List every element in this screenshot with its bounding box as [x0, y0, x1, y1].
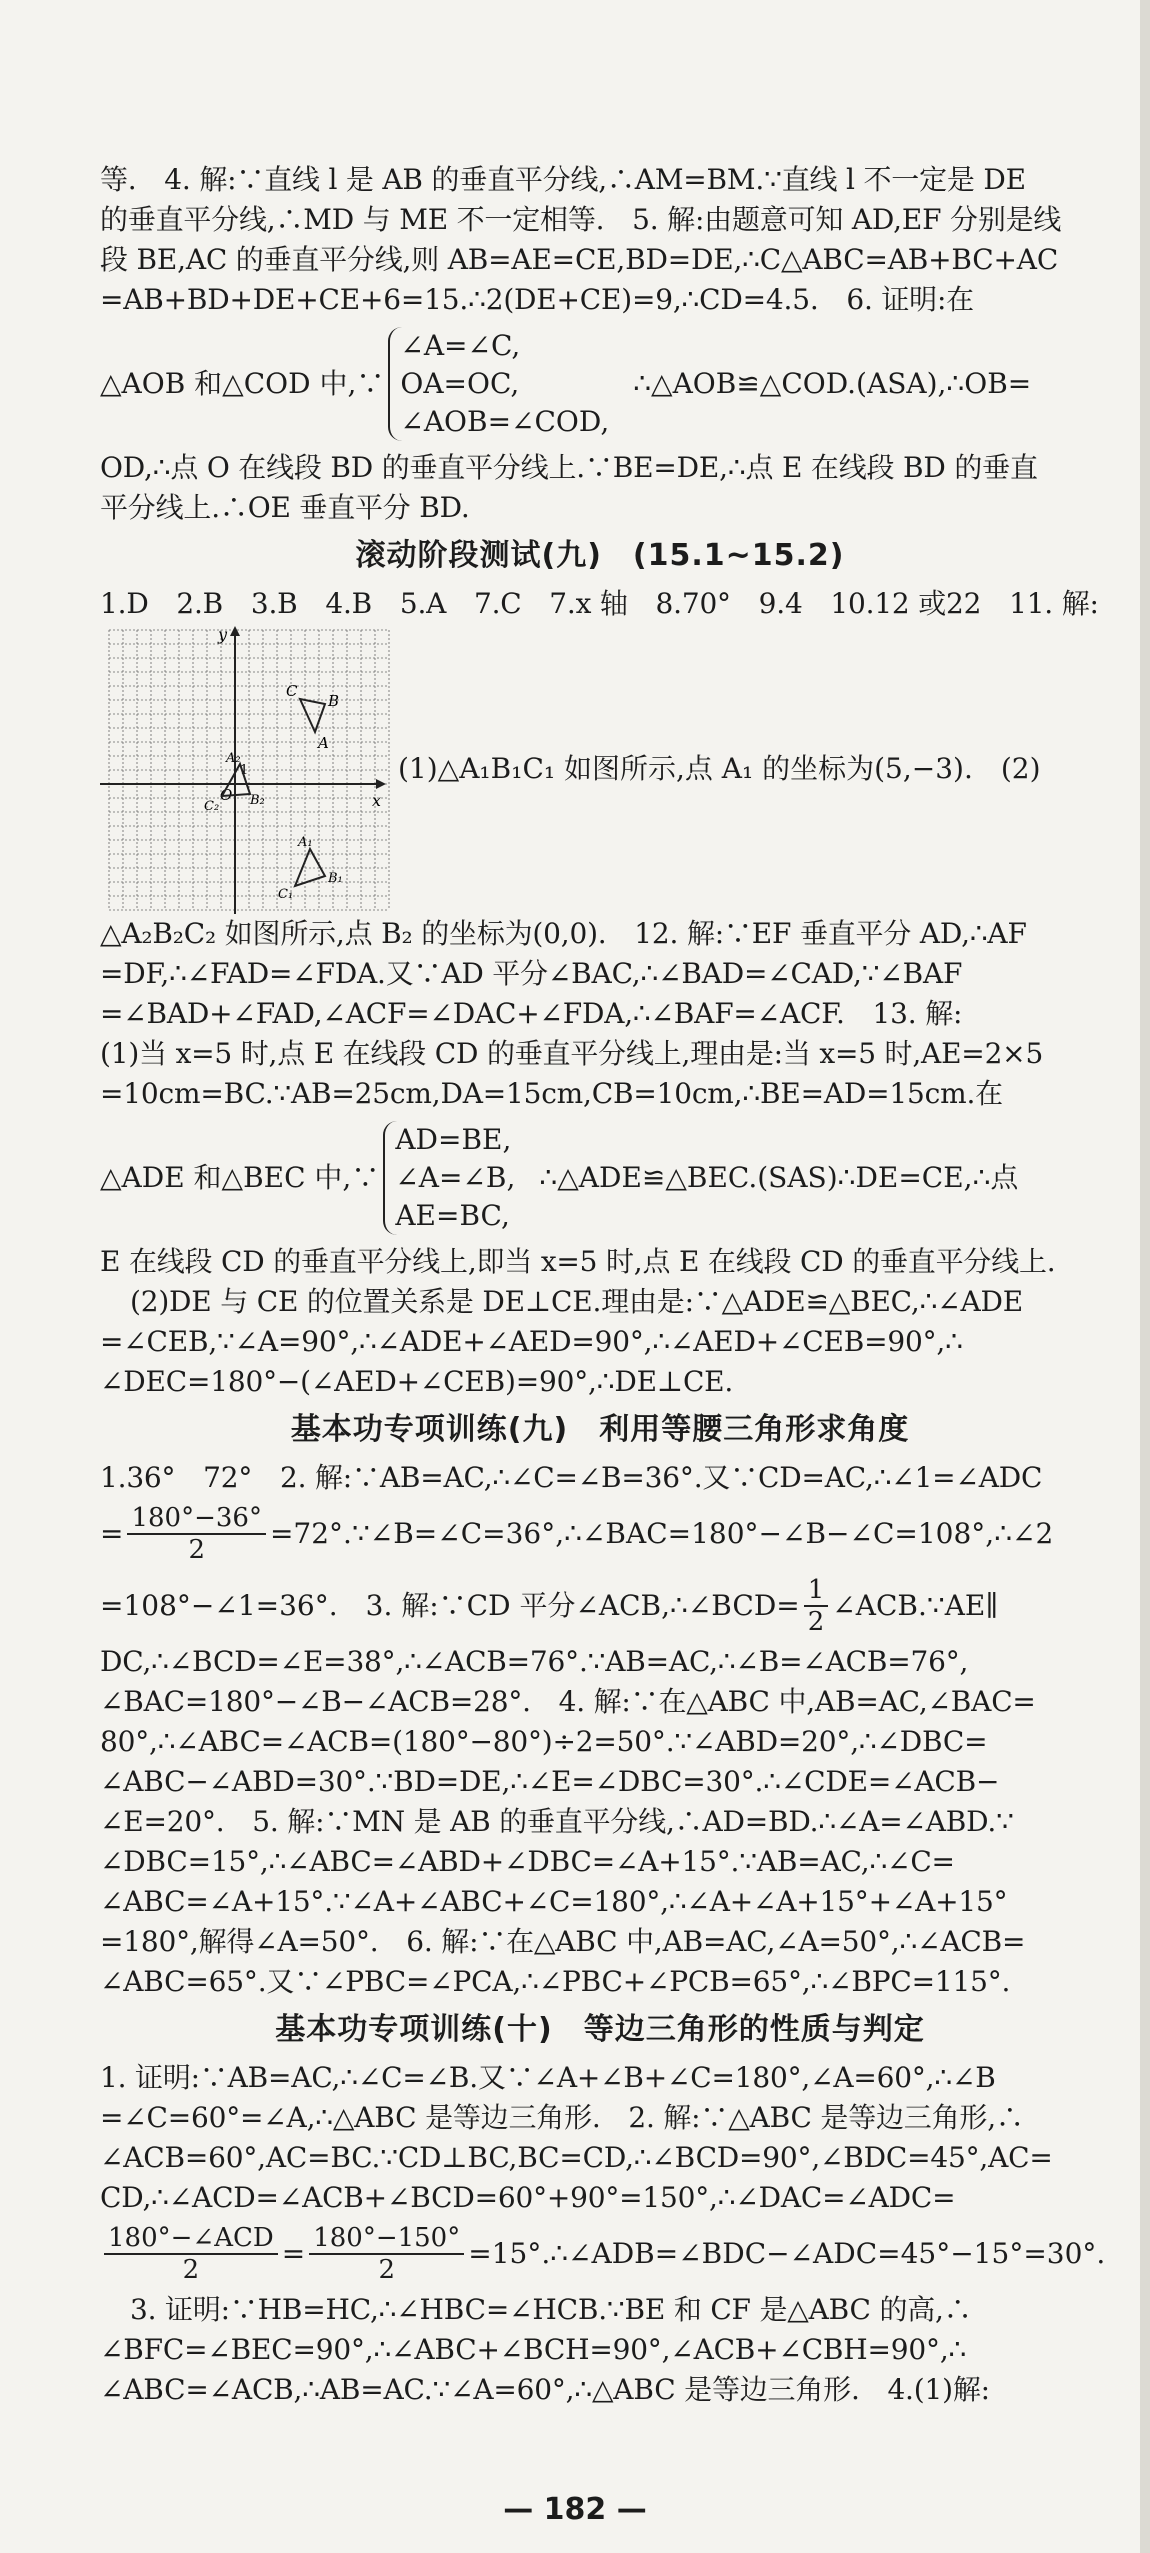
text-line: =∠BAD+∠FAD,∠ACF=∠DAC+∠FDA,∴∠BAF=∠ACF. 13. 解: [100, 997, 963, 1030]
fraction-tail: ∠ACB.∵AE∥ [832, 1589, 999, 1622]
fraction-equals: = [281, 2237, 306, 2270]
triangle-abc [300, 699, 325, 732]
text-line: CD,∴∠ACD=∠ACB+∠BCD=60°+90°=150°,∴∠DAC=∠ADC= [100, 2181, 956, 2214]
fraction-tail: =15°.∴∠ADB=∠BDC−∠ADC=45°−15°=30°. [468, 2237, 1106, 2270]
origin-label: O [220, 786, 233, 804]
system-item: AD=BE, [395, 1123, 512, 1156]
label-c: C [286, 682, 298, 700]
equation-system-row [100, 1114, 1100, 1242]
y-axis-label: y [218, 625, 228, 644]
text-line: ∠DEC=180°−(∠AED+∠CEB)=90°,∴DE⊥CE. [100, 1365, 734, 1398]
fraction-denominator: 2 [188, 1535, 205, 1565]
system-tail: ∴△AOB≌△COD.(ASA),∴OB= [633, 367, 1032, 400]
text-line: 等. 4. 解:∵直线 l 是 AB 的垂直平分线,∴AM=BM.∵直线 l 不一定是 DE [100, 163, 1026, 196]
text-line: =180°,解得∠A=50°. 6. 解:∵在△ABC 中,AB=AC,∠A=50°,∴∠ACB= [100, 1925, 1026, 1958]
text-line: ∠ABC=∠ACB,∴AB=AC.∵∠A=60°,∴△ABC 是等边三角形. 4.(1)解: [100, 2373, 990, 2406]
equation-system-row [100, 320, 1100, 448]
section-heading: 滚动阶段测试(九) (15.1~15.2) [355, 538, 845, 573]
triangle-a1b1c1 [295, 849, 325, 886]
fraction-numerator: 180°−∠ACD [104, 2223, 278, 2255]
fraction [804, 1575, 829, 1637]
y-axis-arrow [230, 626, 240, 636]
page-number: — 182 — [503, 2492, 647, 2527]
label-a2: A₂ [226, 751, 241, 766]
equation-system [388, 327, 609, 441]
text-line: ∠ABC=∠A+15°.∵∠A+∠ABC+∠C=180°,∴∠A+∠A+15°+∠A+15° [100, 1885, 1008, 1918]
fraction-numerator: 1 [804, 1575, 829, 1607]
system-item: OA=OC, [400, 367, 520, 400]
fraction-tail: =72°.∵∠B=∠C=36°,∴∠BAC=180°−∠B−∠C=108°,∴∠2 [269, 1517, 1054, 1550]
text-line: △A₂B₂C₂ 如图所示,点 B₂ 的坐标为(0,0). 12. 解:∵EF 垂直平分 AD,∴AF [100, 917, 1027, 950]
text-line: ∠BAC=180°−∠B−∠ACB=28°. 4. 解:∵在△ABC 中,AB=AC,∠BAC= [100, 1685, 1036, 1718]
x-axis-label: x [372, 791, 382, 810]
figure-caption-text: (1)△A₁B₁C₁ 如图所示,点 A₁ 的坐标为(5,−3). (2) [398, 752, 1041, 785]
system-item: ∠A=∠C, [400, 329, 521, 362]
text-line: (2)DE 与 CE 的位置关系是 DE⊥CE.理由是:∵△ADE≌△BEC,∴∠ADE [130, 1285, 1023, 1318]
text-line: ∠BFC=∠BEC=90°,∴∠ABC+∠BCH=90°,∠ACB+∠CBH=90°,∴ [100, 2333, 967, 2366]
fraction [309, 2223, 464, 2285]
text-line: (1)当 x=5 时,点 E 在线段 CD 的垂直平分线上,理由是:当 x=5 时,AE=2×5 [100, 1037, 1044, 1070]
fraction-line [100, 1570, 1100, 1642]
fraction-denominator: 2 [807, 1607, 825, 1637]
fraction [104, 2223, 278, 2285]
label-c2: C₂ [204, 799, 220, 814]
answer-text [100, 160, 1106, 2410]
text-line: 1.D 2.B 3.B 4.B 5.A 7.C 7.x 轴 8.70° 9.4 10.12 或22 11. 解: [100, 587, 1099, 620]
x-axis-arrow [376, 779, 386, 789]
label-c1: C₁ [278, 887, 294, 902]
system-item: AE=BC, [395, 1199, 510, 1232]
grid-lines [109, 630, 389, 910]
fraction-line [100, 2218, 1106, 2290]
text-line: 的垂直平分线,∴MD 与 ME 不一定相等. 5. 解:由题意可知 AD,EF 分别是线 [100, 203, 1062, 236]
label-b2: B₂ [250, 793, 265, 808]
coordinate-grid-figure [100, 624, 390, 914]
system-item: ∠AOB=∠COD, [400, 405, 610, 438]
text-line: 段 BE,AC 的垂直平分线,则 AB=AE=CE,BD=DE,∴C△ABC=AB+BC+AC [100, 243, 1059, 276]
text-line: 1.36° 72° 2. 解:∵AB=AC,∴∠C=∠B=36°.又∵CD=AC,∴∠1=∠ADC [100, 1461, 1043, 1494]
page-edge [1140, 0, 1150, 2553]
text-line: 80°,∴∠ABC=∠ACB=(180°−80°)÷2=50°.∵∠ABD=20°,∴∠DBC= [100, 1725, 988, 1758]
system-tail: ∴△ADE≌△BEC.(SAS)∴DE=CE,∴点 [539, 1161, 1019, 1194]
equation-system [383, 1121, 515, 1235]
text-line: =10cm=BC.∵AB=25cm,DA=15cm,CB=10cm,∴BE=AD=15cm.在 [100, 1077, 1003, 1110]
unit-label: 1 [240, 763, 249, 778]
label-b1: B₁ [328, 871, 343, 886]
section-heading: 基本功专项训练(九) 利用等腰三角形求角度 [290, 1412, 910, 1447]
fraction-lead: = [100, 1517, 124, 1550]
label-a1: A₁ [298, 835, 313, 850]
text-line: =∠C=60°=∠A,∴△ABC 是等边三角形. 2. 解:∵△ABC 是等边三角形,∴ [100, 2101, 1024, 2134]
text-line: ∠ABC=65°.又∵∠PBC=∠PCA,∴∠PBC+∠PCB=65°,∴∠BPC=115°. [100, 1965, 1011, 1998]
text-line: 1. 证明:∵AB=AC,∴∠C=∠B.又∵∠A+∠B+∠C=180°,∠A=60°,∴∠B [100, 2061, 996, 2094]
fraction-denominator: 2 [182, 2255, 200, 2285]
text-line: ∠E=20°. 5. 解:∵MN 是 AB 的垂直平分线,∴AD=BD.∴∠A=∠ABD.∵ [100, 1805, 1014, 1838]
text-line: OD,∴点 O 在线段 BD 的垂直平分线上.∵BE=DE,∴点 E 在线段 BD 的垂直 [100, 451, 1038, 484]
fraction-denominator: 2 [378, 2255, 395, 2285]
text-line: 平分线上.∴OE 垂直平分 BD. [100, 491, 470, 524]
text-line: ∠ACB=60°,AC=BC.∵CD⊥BC,BC=CD,∴∠BCD=90°,∠BDC=45°,AC= [100, 2141, 1053, 2174]
fraction-numerator: 180°−150° [309, 2223, 464, 2255]
system-lead: △ADE 和△BEC 中,∵ [100, 1161, 380, 1194]
text-line: =∠CEB,∵∠A=90°,∴∠ADE+∠AED=90°,∴∠AED+∠CEB=90°,∴ [100, 1325, 963, 1358]
label-a: A [318, 734, 329, 752]
fraction-numerator: 180°−36° [127, 1503, 266, 1535]
label-b: B [328, 692, 340, 710]
figure-row [100, 624, 1100, 914]
text-line: ∠DBC=15°,∴∠ABC=∠ABD+∠DBC=∠A+15°.∵AB=AC,∴∠C= [100, 1845, 955, 1878]
fraction [127, 1503, 266, 1565]
text-line: =DF,∴∠FAD=∠FDA.又∵AD 平分∠BAC,∴∠BAD=∠CAD,∵∠BAF [100, 957, 963, 990]
system-item: ∠A=∠B, [395, 1161, 516, 1194]
fraction-line [100, 1498, 1100, 1570]
text-line: ∠ABC−∠ABD=30°.∵BD=DE,∴∠E=∠DBC=30°.∴∠CDE=∠ACB− [100, 1765, 1000, 1798]
fraction-lead: =108°−∠1=36°. 3. 解:∵CD 平分∠ACB,∴∠BCD= [100, 1589, 800, 1622]
text-line: E 在线段 CD 的垂直平分线上,即当 x=5 时,点 E 在线段 CD 的垂直平分线上. [100, 1245, 1056, 1278]
text-line: 3. 证明:∵HB=HC,∴∠HBC=∠HCB.∵BE 和 CF 是△ABC 的高,∴ [130, 2293, 972, 2326]
text-line: DC,∴∠BCD=∠E=38°,∴∠ACB=76°.∵AB=AC,∴∠B=∠ACB=76°, [100, 1645, 969, 1678]
text-line: =AB+BD+DE+CE+6=15.∴2(DE+CE)=9,∴CD=4.5. 6. 证明:在 [100, 283, 974, 316]
section-heading: 基本功专项训练(十) 等边三角形的性质与判定 [275, 2012, 925, 2047]
system-lead: △AOB 和△COD 中,∵ [100, 367, 385, 400]
